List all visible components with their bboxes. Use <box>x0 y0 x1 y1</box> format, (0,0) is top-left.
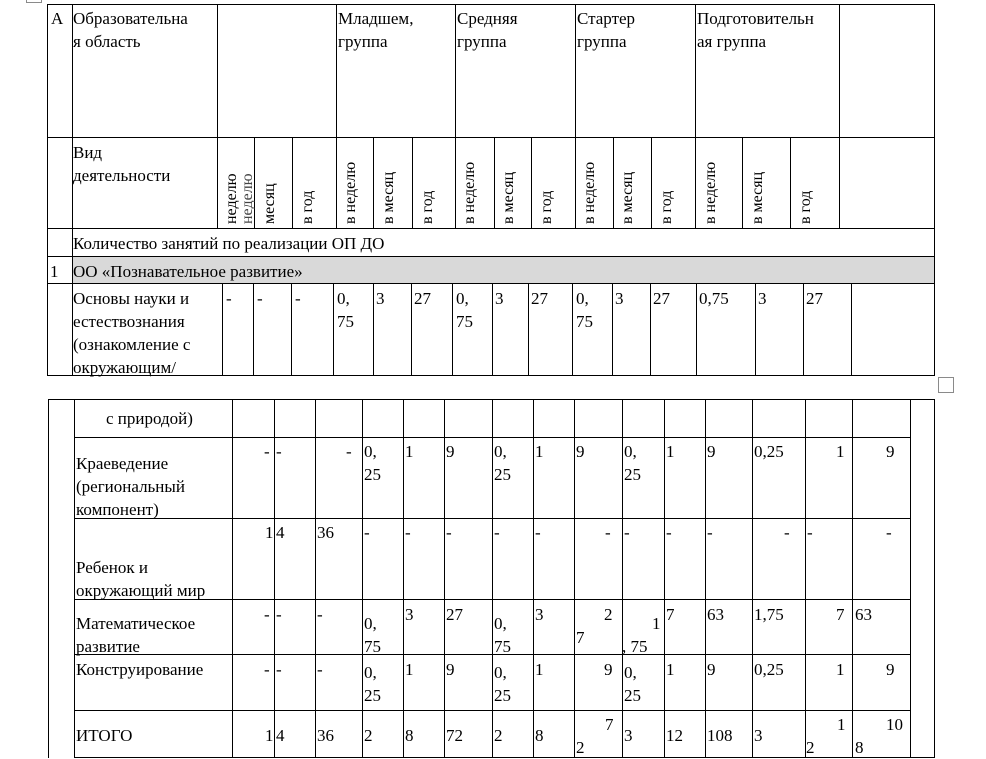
math-val: 0, <box>364 614 377 633</box>
sub-week-prep: в неделю <box>702 161 719 224</box>
konstr-val: 1 <box>405 660 414 679</box>
kraeved-dash: - <box>276 442 282 461</box>
konstr-name: Конструирование <box>76 660 204 679</box>
konstr-val: 9 <box>707 660 716 679</box>
section-title: ОО «Познавательное развитие» <box>73 262 303 281</box>
child-dash: - <box>446 523 452 542</box>
total-val: 8 <box>855 738 864 757</box>
row1-junior-year: 27 <box>414 289 431 308</box>
group-middle-line1: Средняя <box>457 9 518 28</box>
total-val: 8 <box>535 726 544 745</box>
row1-starter-week: 75 <box>576 312 593 331</box>
child-dash: - <box>494 523 500 542</box>
math-val: 75 <box>494 637 511 656</box>
konstr-val: 1 <box>836 660 845 679</box>
total-val: 72 <box>446 726 463 745</box>
group-starter-line1: Стартер <box>577 9 636 28</box>
math-val: 2 <box>604 605 613 624</box>
group-junior-line1: Младшем, <box>338 9 414 28</box>
child-dash: - <box>807 523 813 542</box>
math-val: 3 <box>405 605 414 624</box>
konstr-val: 9 <box>604 660 613 679</box>
kraeved-val: 9 <box>576 442 585 461</box>
sub-year-middle: в год <box>538 190 555 224</box>
group-prep-line1: Подготовительн <box>697 9 814 28</box>
kraeved-name-line2: (региональный <box>76 477 185 496</box>
sub-month-a: месяц <box>261 183 278 224</box>
child-dash: - <box>535 523 541 542</box>
row1-junior-week: 0, <box>337 289 350 308</box>
math-val: 75 <box>364 637 381 656</box>
math-val: 1 <box>652 614 661 633</box>
group-starter-line2: группа <box>577 32 627 51</box>
total-val: 2 <box>806 738 815 757</box>
kraeved-val: 9 <box>707 442 716 461</box>
total-val: 3 <box>754 726 763 745</box>
row1-dash: - <box>226 289 232 308</box>
kraeved-val: 0,25 <box>754 442 784 461</box>
group-prep-line2: ая группа <box>697 32 767 51</box>
sub-month-prep: в месяц <box>749 171 766 224</box>
child-dash: - <box>624 523 630 542</box>
row1-prep-year: 27 <box>806 289 823 308</box>
total-val: 2 <box>494 726 503 745</box>
section-number: 1 <box>50 262 59 281</box>
row1-junior-month: 3 <box>376 289 385 308</box>
cont-row-label: с природой) <box>106 409 193 428</box>
sub-year-starter: в год <box>658 190 675 224</box>
row1-starter-year: 27 <box>653 289 670 308</box>
row1-middle-week: 0, <box>456 289 469 308</box>
total-val: 1 <box>837 715 846 734</box>
math-val: 3 <box>535 605 544 624</box>
math-name-line1: Математическое <box>76 614 196 633</box>
konstr-val: 25 <box>364 686 381 705</box>
row1-name-line1: Основы науки и <box>73 289 190 308</box>
child-dash: - <box>886 523 892 542</box>
sub-week-starter: в неделю <box>581 161 598 224</box>
konstr-val: 1 <box>666 660 675 679</box>
kraeved-dash: - <box>264 442 270 461</box>
sub-month-junior: в месяц <box>380 171 397 224</box>
total-val: 2 <box>576 738 585 757</box>
konstr-val: 1 <box>535 660 544 679</box>
math-val: 27 <box>446 605 463 624</box>
total-val: 7 <box>605 715 614 734</box>
activity-label-line2: деятельности <box>73 166 171 185</box>
child-dash: - <box>784 523 790 542</box>
kraeved-name-line1: Краеведение <box>76 454 169 473</box>
kraeved-val: 25 <box>494 465 511 484</box>
header-area-line1: Образовательна <box>73 9 188 28</box>
math-dash: - <box>264 605 270 624</box>
row1-starter-month: 3 <box>615 289 624 308</box>
kraeved-val: 1 <box>405 442 414 461</box>
math-val: 7 <box>576 628 585 647</box>
row1-junior-week: 75 <box>337 312 354 331</box>
konstr-val: 25 <box>494 686 511 705</box>
konstr-val: 0,25 <box>754 660 784 679</box>
row1-name-line4: окружающим/ <box>73 358 176 377</box>
konstr-val: 0, <box>364 663 377 682</box>
sub-month-middle: в месяц <box>500 171 517 224</box>
konstr-val: 9 <box>446 660 455 679</box>
child-dash: - <box>666 523 672 542</box>
math-val: 63 <box>707 605 724 624</box>
total-val: 4 <box>276 726 285 745</box>
math-dash: - <box>276 605 282 624</box>
konstr-dash: - <box>264 660 270 679</box>
konstr-val: 0, <box>494 663 507 682</box>
sub-week-junior: в неделю <box>342 161 359 224</box>
total-val: 108 <box>707 726 733 745</box>
row1-starter-week: 0, <box>576 289 589 308</box>
row1-name-line2: естествознания <box>73 312 185 331</box>
konstr-val: 9 <box>886 660 895 679</box>
konstr-dash: - <box>317 660 323 679</box>
kraeved-val: 25 <box>364 465 381 484</box>
row1-prep-week: 0,75 <box>699 289 729 308</box>
child-dash: - <box>707 523 713 542</box>
kraeved-dash: - <box>346 442 352 461</box>
row1-name-line3: (ознакомление с <box>73 335 191 354</box>
math-val: , 75 <box>622 637 648 656</box>
total-val: 3 <box>624 726 633 745</box>
math-val: 63 <box>855 605 872 624</box>
math-dash: - <box>317 605 323 624</box>
child-dash: - <box>605 523 611 542</box>
child-val: 36 <box>317 523 334 542</box>
kraeved-val: 0, <box>494 442 507 461</box>
total-label: ИТОГО <box>76 726 133 745</box>
child-val: 1 <box>265 523 274 542</box>
group-junior-line2: группа <box>338 32 388 51</box>
konstr-dash: - <box>276 660 282 679</box>
kraeved-val: 25 <box>624 465 641 484</box>
row1-dash: - <box>257 289 263 308</box>
header-area-line2: я область <box>73 32 141 51</box>
konstr-val: 25 <box>624 686 641 705</box>
total-val: 2 <box>364 726 373 745</box>
kraeved-name-line3: компонент) <box>76 500 159 519</box>
table-handle-top[interactable] <box>26 0 42 3</box>
header-num-col: А <box>51 9 64 28</box>
total-val: 8 <box>405 726 414 745</box>
total-val: 36 <box>317 726 334 745</box>
kraeved-val: 9 <box>886 442 895 461</box>
row1-middle-week: 75 <box>456 312 473 331</box>
sub-month-starter: в месяц <box>619 171 636 224</box>
total-val: 12 <box>666 726 683 745</box>
math-val: 0, <box>494 614 507 633</box>
math-val: 1,75 <box>754 605 784 624</box>
kraeved-val: 0, <box>364 442 377 461</box>
sub-week-a: неделю <box>223 173 240 224</box>
sub-year-prep: в год <box>797 190 814 224</box>
total-val: 1 <box>265 726 274 745</box>
row1-dash: - <box>295 289 301 308</box>
child-val: 4 <box>276 523 285 542</box>
group-middle-line2: группа <box>457 32 507 51</box>
konstr-val: 0, <box>624 663 637 682</box>
row1-middle-year: 27 <box>531 289 548 308</box>
math-name-line2: развитие <box>76 637 140 656</box>
activity-label-line1: Вид <box>73 143 103 162</box>
sub-year-junior: в год <box>419 190 436 224</box>
sub-year-a: в год <box>299 190 316 224</box>
total-val: 10 <box>886 715 903 734</box>
kraeved-val: 1 <box>836 442 845 461</box>
child-name-line1: Ребенок и <box>76 558 148 577</box>
math-val: 7 <box>836 605 845 624</box>
table-end-marker[interactable] <box>938 377 954 393</box>
kraeved-val: 1 <box>535 442 544 461</box>
row1-prep-month: 3 <box>758 289 767 308</box>
child-name-line2: окружающий мир <box>76 581 206 600</box>
child-dash: - <box>405 523 411 542</box>
count-row-label: Количество занятий по реализации ОП ДО <box>73 234 385 253</box>
kraeved-val: 9 <box>446 442 455 461</box>
row1-middle-month: 3 <box>495 289 504 308</box>
kraeved-val: 0, <box>624 442 637 461</box>
sub-week-middle: в неделю <box>461 161 478 224</box>
math-val: 7 <box>666 605 675 624</box>
sub-week-b: неделю <box>239 173 256 224</box>
kraeved-val: 1 <box>666 442 675 461</box>
child-dash: - <box>364 523 370 542</box>
